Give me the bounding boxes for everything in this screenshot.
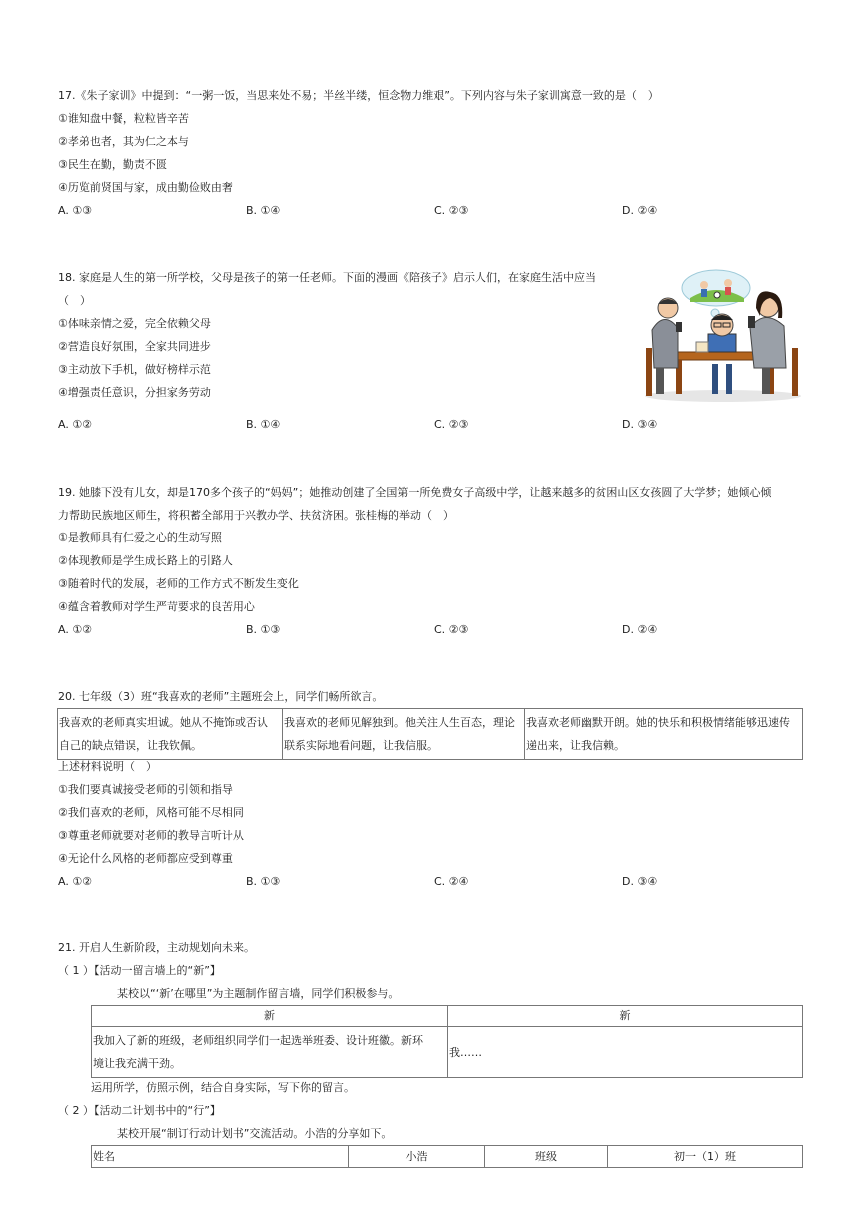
cartoon-illustration [642,268,804,404]
q21-part1-task: 运用所学，仿照示例，结合自身实际，写下你的留言。 [91,1081,355,1094]
q20-option-d[interactable]: D. ③④ [622,875,658,888]
q20-cell-1-line2: 自己的缺点错误，让我钦佩。 [59,739,202,752]
q18-stem-blank: （ ） [58,294,91,307]
q20-cell-1-line1: 我喜欢的老师真实坦诚。她从不掩饰或否认 [59,716,268,729]
q18-stem: 18. 家庭是人生的第一所学校，父母是孩子的第一任老师。下面的漫画《陪孩子》启示人们，在家庭生活中应当 [58,271,596,284]
q21-plan-table [91,1145,803,1168]
q17-option-d[interactable]: D. ②④ [622,204,658,217]
q19-stem-line2: 力帮助民族地区师生，将积蓄全部用于兴教办学、扶贫济困。张桂梅的举动（ ） [58,509,454,522]
q20-item-1: ①我们要真诚接受老师的引领和指导 [58,783,233,796]
q19-item-4: ④蕴含着教师对学生严苛要求的良苦用心 [58,600,255,613]
q20-after-text: 上述材料说明（ ） [58,760,157,773]
q20-cell-3 [525,709,803,760]
q17-option-a[interactable]: A. ①③ [58,204,93,217]
q18-item-4: ④增强责任意识，分担家务劳动 [58,386,211,399]
q21-table2-class-label: 班级 [485,1146,608,1168]
q18-option-c[interactable]: C. ②③ [434,418,469,431]
q21-table2-name-label: 姓名 [92,1146,349,1168]
q21-table1-answer-cell[interactable]: 我…… [448,1027,803,1078]
q20-cell-3-line2: 递出来，让我信赖。 [526,739,625,752]
q20-item-2: ②我们喜欢的老师，风格可能不尽相同 [58,806,244,819]
q21-part1-intro: 某校以“‘新’在哪里”为主题制作留言墙，同学们积极参与。 [117,987,400,1000]
q18-item-2: ②营造良好氛围，全家共同进步 [58,340,211,353]
q17-item-4: ④历览前贤国与家，成由勤俭败由奢 [58,181,233,194]
q18-option-d[interactable]: D. ③④ [622,418,658,431]
q20-option-c[interactable]: C. ②④ [434,875,469,888]
q19-stem-line1: 19. 她膝下没有儿女，却是170多个孩子的“妈妈”；她推动创建了全国第一所免费女子高级中学，让越来越多的贫困山区女孩圆了大学梦；她倾心倾 [58,486,772,499]
q17-stem: 17.《朱子家训》中提到：“一粥一饭，当思来处不易；半丝半缕，恒念物力维艰”。下列内容与朱子家训寓意一致的是（ ） [58,89,659,102]
q19-option-b[interactable]: B. ①③ [246,623,281,636]
q17-item-1: ①谁知盘中餐，粒粒皆辛苦 [58,112,189,125]
q20-cell-2 [283,709,525,760]
q18-item-1: ①体味亲情之爱，完全依赖父母 [58,317,211,330]
q21-table1-example [92,1027,448,1078]
q20-opinion-table [57,708,803,760]
q20-option-b[interactable]: B. ①③ [246,875,281,888]
q21-table1-header-right: 新 [448,1006,803,1027]
q21-part2-title: （ 2 ）【活动二计划书中的“行”】 [58,1104,221,1117]
q18-item-3: ③主动放下手机，做好榜样示范 [58,363,211,376]
q19-item-3: ③随着时代的发展，老师的工作方式不断发生变化 [58,577,299,590]
q20-stem: 20. 七年级（3）班“我喜欢的老师”主题班会上，同学们畅所欲言。 [58,690,384,703]
q20-cell-1 [58,709,283,760]
q20-item-3: ③尊重老师就要对老师的教导言听计从 [58,829,244,842]
q19-option-c[interactable]: C. ②③ [434,623,469,636]
q18-option-a[interactable]: A. ①② [58,418,93,431]
q17-option-c[interactable]: C. ②③ [434,204,469,217]
q17-item-2: ②孝弟也者，其为仁之本与 [58,135,189,148]
q21-table2-class-value: 初一（1）班 [608,1146,803,1168]
q20-cell-2-line2: 联系实际地看问题，让我信服。 [284,739,438,752]
q21-stem: 21. 开启人生新阶段，主动规划向未来。 [58,941,255,954]
q19-item-1: ①是教师具有仁爱之心的生动写照 [58,531,222,544]
q21-part2-intro: 某校开展“制订行动计划书”交流活动。小浩的分享如下。 [117,1127,393,1140]
q21-table2-name-value: 小浩 [349,1146,485,1168]
q21-message-wall-table [91,1005,803,1078]
q17-option-b[interactable]: B. ①④ [246,204,281,217]
q20-option-a[interactable]: A. ①② [58,875,93,888]
q21-table1-header-left: 新 [92,1006,448,1027]
q20-cell-3-line1: 我喜欢老师幽默开朗。她的快乐和积极情绪能够迅速传 [526,716,790,729]
q20-cell-2-line1: 我喜欢的老师见解独到。他关注人生百态，理论 [284,716,515,729]
q21-table1-example-line2: 境让我充满干劲。 [93,1057,181,1070]
q21-table1-example-line1: 我加入了新的班级，老师组织同学们一起选举班委、设计班徽。新环 [93,1034,423,1047]
q19-item-2: ②体现教师是学生成长路上的引路人 [58,554,233,567]
q18-option-b[interactable]: B. ①④ [246,418,281,431]
q20-item-4: ④无论什么风格的老师都应受到尊重 [58,852,233,865]
q19-option-a[interactable]: A. ①② [58,623,93,636]
q19-option-d[interactable]: D. ②④ [622,623,658,636]
q21-part1-title: （ 1 ）【活动一留言墙上的“新”】 [58,964,221,977]
q17-item-3: ③民生在勤，勤责不匮 [58,158,167,171]
